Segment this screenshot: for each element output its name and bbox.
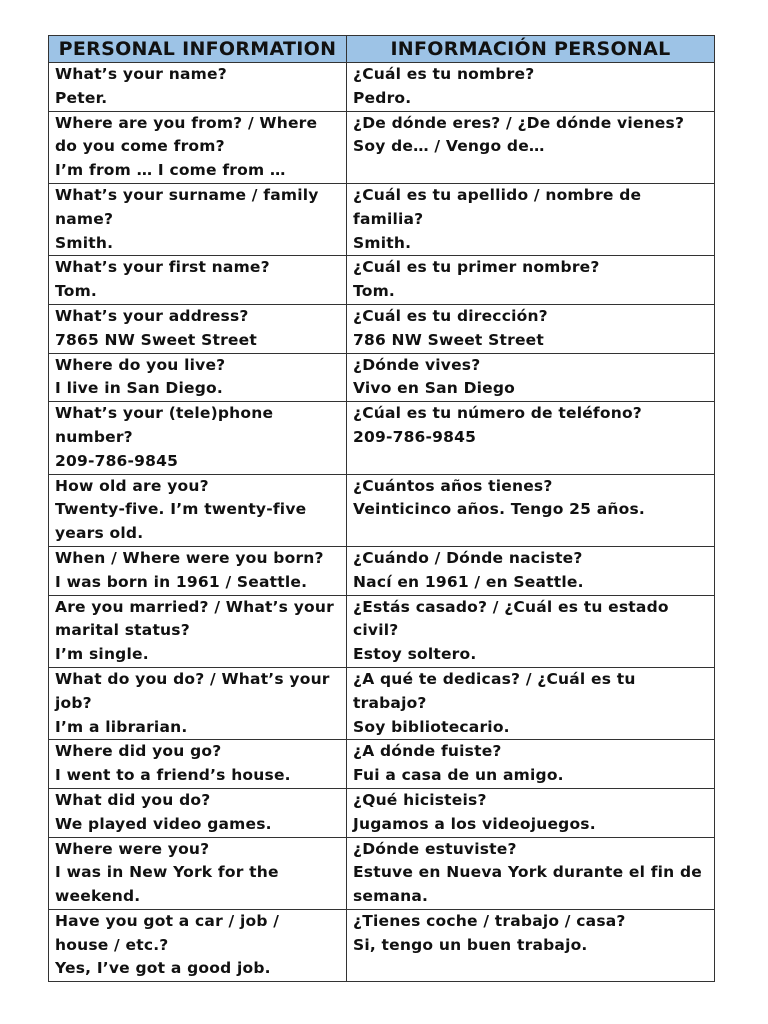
table-row xyxy=(49,111,715,183)
english-line: I’m a librarian. xyxy=(55,717,188,736)
english-line: Smith. xyxy=(55,233,114,252)
spanish-line: ¿Cuándo / Dónde naciste? xyxy=(353,548,583,567)
english-line: Yes, I’ve got a good job. xyxy=(55,959,271,978)
table-row xyxy=(49,546,715,595)
english-line: How old are you? xyxy=(55,476,209,495)
spanish-line: Si, tengo un buen trabajo. xyxy=(353,935,588,954)
english-line: What did you do? xyxy=(55,790,211,809)
english-line: Are you married? / What’s your xyxy=(55,597,334,616)
spanish-line: Estoy soltero. xyxy=(353,645,477,664)
english-cell xyxy=(49,546,347,595)
english-line: weekend. xyxy=(55,887,141,906)
english-line: Have you got a car / job / xyxy=(55,911,280,930)
header-spanish: INFORMACIÓN PERSONAL xyxy=(347,36,715,63)
spanish-line: ¿A qué te dedicas? / ¿Cuál es tu xyxy=(353,669,636,688)
spanish-line: Nací en 1961 / en Seattle. xyxy=(353,572,584,591)
english-cell xyxy=(49,256,347,305)
spanish-cell xyxy=(347,474,715,546)
english-line: I was born in 1961 / Seattle. xyxy=(55,572,308,591)
english-line: name? xyxy=(55,209,114,228)
english-cell xyxy=(49,304,347,353)
table-row xyxy=(49,837,715,909)
spanish-line: ¿Cuántos años tienes? xyxy=(353,476,553,495)
table-row xyxy=(49,353,715,402)
spanish-line: Fui a casa de un amigo. xyxy=(353,766,564,785)
english-line: Twenty-five. I’m twenty-five xyxy=(55,500,307,519)
header-row xyxy=(49,36,715,63)
table-row xyxy=(49,909,715,981)
english-line: Where did you go? xyxy=(55,742,222,761)
english-line: house / etc.? xyxy=(55,935,169,954)
table-row xyxy=(49,63,715,112)
spanish-cell xyxy=(347,595,715,667)
english-line: marital status? xyxy=(55,621,190,640)
english-line: I’m from … I come from … xyxy=(55,161,286,180)
spanish-line: 209-786-9845 xyxy=(353,427,477,446)
spanish-line: familia? xyxy=(353,209,424,228)
english-line: 209-786-9845 xyxy=(55,451,179,470)
english-line: What’s your name? xyxy=(55,65,227,83)
table-body xyxy=(49,63,715,982)
english-line: Where do you live? xyxy=(55,355,226,374)
english-line: Where are you from? / Where xyxy=(55,113,318,132)
spanish-line: ¿Cuál es tu dirección? xyxy=(353,306,548,325)
spanish-line: Pedro. xyxy=(353,88,412,107)
english-cell xyxy=(49,63,347,112)
spanish-cell xyxy=(347,667,715,739)
english-cell xyxy=(49,667,347,739)
table-row xyxy=(49,183,715,255)
spanish-line: Soy de… / Vengo de… xyxy=(353,137,545,156)
spanish-line: ¿A dónde fuiste? xyxy=(353,742,502,761)
english-cell xyxy=(49,837,347,909)
english-cell xyxy=(49,353,347,402)
english-cell xyxy=(49,183,347,255)
english-cell xyxy=(49,111,347,183)
english-line: What’s your address? xyxy=(55,306,249,325)
spanish-line: ¿Dónde estuviste? xyxy=(353,839,517,858)
english-line: job? xyxy=(55,693,92,712)
spanish-cell xyxy=(347,256,715,305)
spanish-cell xyxy=(347,788,715,837)
spanish-line: civil? xyxy=(353,621,399,640)
spanish-line: ¿Estás casado? / ¿Cuál es tu estado xyxy=(353,597,669,616)
spanish-line: ¿De dónde eres? / ¿De dónde vienes? xyxy=(353,113,685,132)
table-row xyxy=(49,788,715,837)
phrase-table xyxy=(48,35,715,982)
header-english: PERSONAL INFORMATION xyxy=(49,36,347,63)
spanish-line: Jugamos a los videojuegos. xyxy=(353,814,596,833)
spanish-cell xyxy=(347,740,715,789)
spanish-line: ¿Cuál es tu primer nombre? xyxy=(353,258,600,277)
english-line: do you come from? xyxy=(55,137,225,156)
english-line: Tom. xyxy=(55,282,98,301)
english-line: years old. xyxy=(55,524,144,543)
spanish-line: ¿Cúal es tu número de teléfono? xyxy=(353,404,642,423)
english-cell xyxy=(49,740,347,789)
spanish-cell xyxy=(347,837,715,909)
english-line: number? xyxy=(55,427,133,446)
english-line: When / Where were you born? xyxy=(55,548,324,567)
english-cell xyxy=(49,595,347,667)
english-line: Where were you? xyxy=(55,839,210,858)
table-row xyxy=(49,595,715,667)
english-cell xyxy=(49,474,347,546)
table-row xyxy=(49,256,715,305)
english-line: What’s your (tele)phone xyxy=(55,404,274,423)
spanish-line: ¿Dónde vives? xyxy=(353,355,481,374)
table-row xyxy=(49,304,715,353)
spanish-line: Tom. xyxy=(353,282,396,301)
english-cell xyxy=(49,402,347,474)
spanish-line: Veinticinco años. Tengo 25 años. xyxy=(353,500,645,519)
english-cell xyxy=(49,909,347,981)
spanish-line: trabajo? xyxy=(353,693,427,712)
spanish-cell xyxy=(347,304,715,353)
spanish-line: ¿Tienes coche / trabajo / casa? xyxy=(353,911,626,930)
english-line: What do you do? / What’s your xyxy=(55,669,330,688)
english-line: I went to a friend’s house. xyxy=(55,766,291,785)
table-row xyxy=(49,667,715,739)
english-line: I’m single. xyxy=(55,645,149,664)
english-line: What’s your surname / family xyxy=(55,185,319,204)
english-line: What’s your first name? xyxy=(55,258,270,277)
table-row xyxy=(49,474,715,546)
spanish-line: Estuve en Nueva York durante el fin de xyxy=(353,863,702,882)
spanish-line: Vivo en San Diego xyxy=(353,379,516,398)
spanish-cell xyxy=(347,63,715,112)
spanish-line: ¿Cuál es tu apellido / nombre de xyxy=(353,185,642,204)
spanish-line: ¿Qué hicisteis? xyxy=(353,790,487,809)
spanish-line: ¿Cuál es tu nombre? xyxy=(353,65,535,83)
spanish-line: 786 NW Sweet Street xyxy=(353,330,544,349)
table-row xyxy=(49,740,715,789)
spanish-cell xyxy=(347,909,715,981)
spanish-line: Smith. xyxy=(353,233,412,252)
spanish-cell xyxy=(347,111,715,183)
english-line: I was in New York for the xyxy=(55,863,279,882)
spanish-cell xyxy=(347,183,715,255)
spanish-cell xyxy=(347,353,715,402)
english-cell xyxy=(49,788,347,837)
spanish-cell xyxy=(347,402,715,474)
english-line: Peter. xyxy=(55,88,108,107)
english-line: I live in San Diego. xyxy=(55,379,223,398)
spanish-cell xyxy=(347,546,715,595)
english-line: We played video games. xyxy=(55,814,272,833)
spanish-line: Soy bibliotecario. xyxy=(353,717,510,736)
table-row xyxy=(49,402,715,474)
spanish-line: semana. xyxy=(353,887,429,906)
english-line: 7865 NW Sweet Street xyxy=(55,330,257,349)
